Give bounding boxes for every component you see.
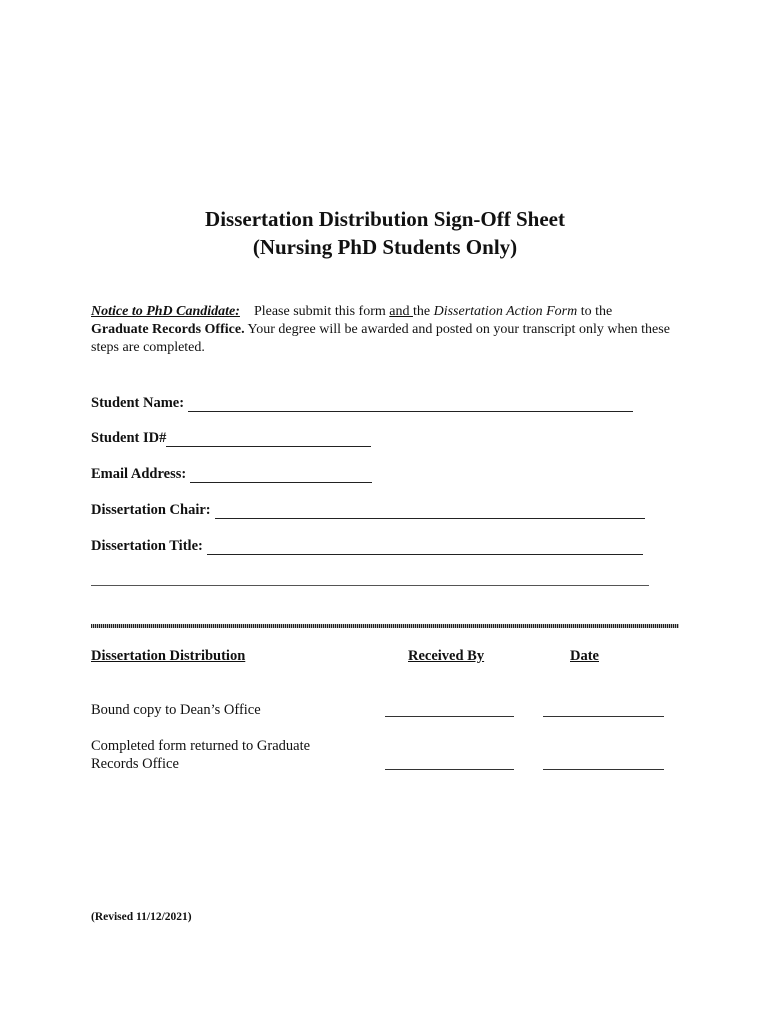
notice-and: and	[389, 304, 413, 319]
header-date: Date	[570, 648, 599, 664]
graduate-records-office: Graduate Records Office.	[91, 322, 245, 337]
section-separator	[91, 624, 679, 628]
distribution-row-label	[91, 737, 310, 773]
document-title: Dissertation Distribution Sign-Off Sheet	[205, 207, 565, 231]
notice-text: the	[412, 304, 434, 319]
distribution-row-label: Bound copy to Dean’s Office	[91, 702, 261, 718]
student-name-input[interactable]	[188, 395, 633, 412]
dissertation-title-input[interactable]	[207, 538, 643, 555]
dissertation-chair-label: Dissertation Chair:	[91, 502, 211, 518]
student-name-field	[91, 392, 633, 412]
dissertation-title-field	[91, 535, 643, 555]
student-id-field	[91, 427, 371, 447]
date-signature-line[interactable]	[543, 753, 664, 770]
email-address-field	[91, 463, 372, 483]
header-dissertation-distribution: Dissertation Distribution	[91, 648, 246, 664]
received-by-signature-line[interactable]	[385, 700, 514, 717]
notice-text: Please submit this form	[253, 304, 390, 319]
notice-paragraph	[91, 303, 671, 357]
row-label-line1: Completed form returned to Graduate	[91, 738, 311, 754]
dissertation-title-label: Dissertation Title:	[91, 538, 203, 554]
dissertation-chair-input[interactable]	[215, 502, 645, 519]
student-id-input[interactable]	[166, 430, 371, 447]
received-by-signature-line[interactable]	[385, 753, 514, 770]
document-subtitle: (Nursing PhD Students Only)	[252, 235, 518, 259]
header-received-by: Received By	[408, 648, 485, 664]
student-id-label: Student ID#	[91, 430, 167, 446]
row-label-line2: Records Office	[91, 756, 179, 772]
date-signature-line[interactable]	[543, 700, 664, 717]
email-address-input[interactable]	[190, 466, 372, 483]
student-name-label: Student Name:	[91, 395, 185, 411]
notice-text: Your degree will be awarded and posted on your transcript only when these steps are completed.	[91, 322, 670, 355]
dissertation-title-continuation-line[interactable]	[91, 585, 649, 586]
dissertation-action-form-name: Dissertation Action Form	[433, 304, 578, 319]
revision-date: (Revised 11/12/2021)	[91, 911, 192, 923]
dissertation-chair-field	[91, 499, 645, 519]
email-address-label: Email Address:	[91, 466, 187, 482]
notice-text: to the	[577, 304, 613, 319]
notice-label: Notice to PhD Candidate:	[91, 304, 240, 319]
